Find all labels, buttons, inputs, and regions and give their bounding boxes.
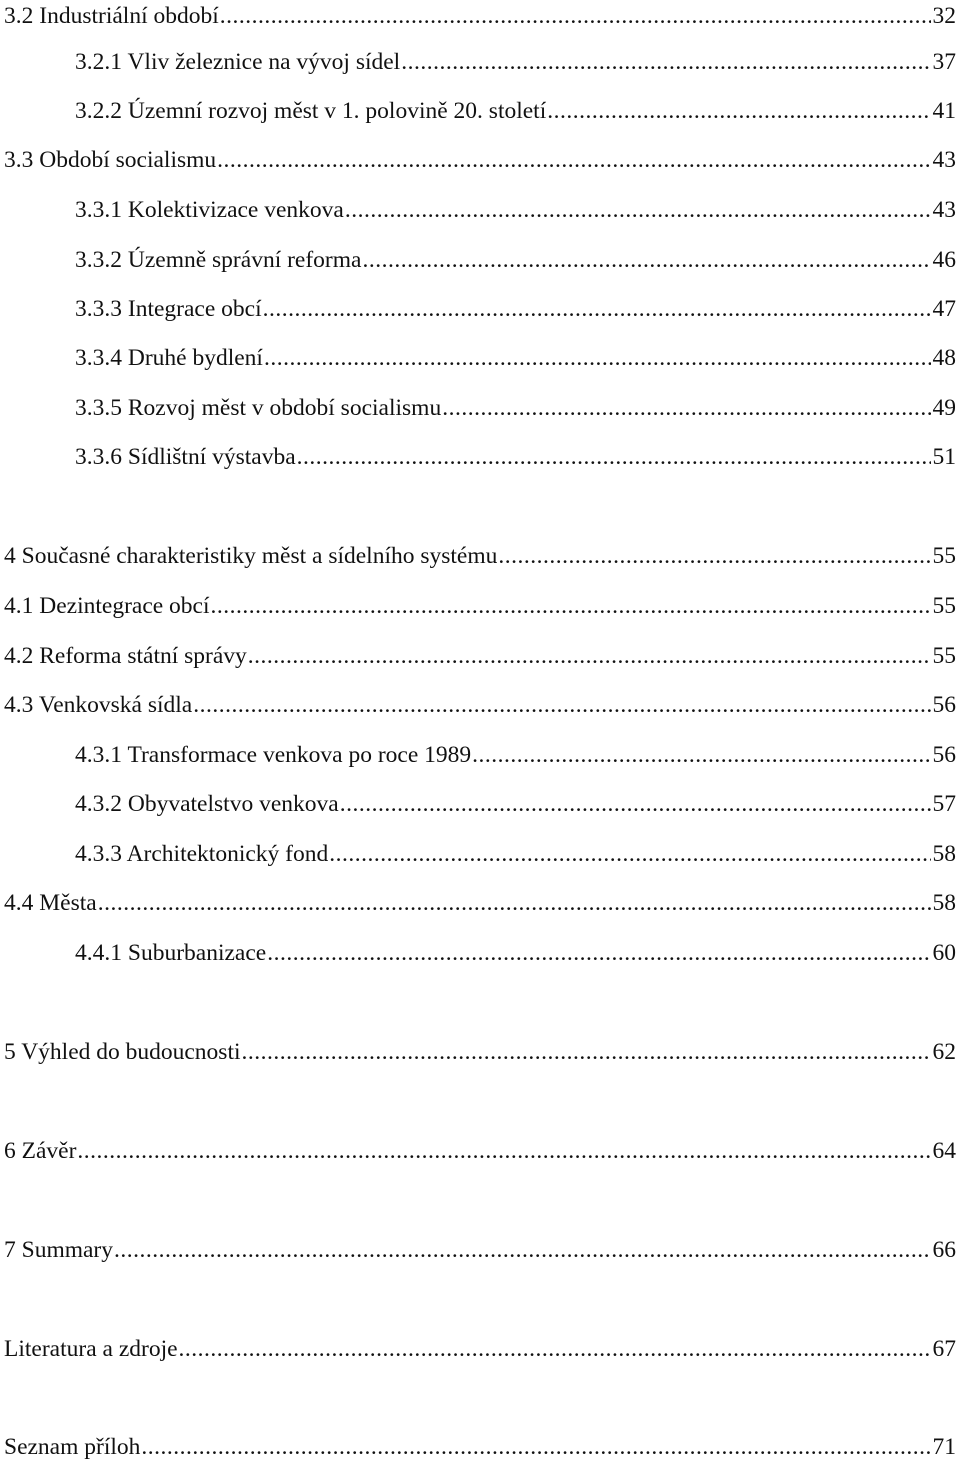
toc-dot-leader (98, 887, 931, 919)
toc-dot-leader (267, 937, 930, 969)
toc-entry[interactable] (0, 441, 956, 473)
toc-entry-label: 4.4.1 Suburbanizace (75, 940, 267, 966)
toc-dot-leader (220, 0, 931, 32)
toc-entry-page: 60 (932, 940, 956, 966)
toc-entry[interactable] (0, 1135, 956, 1167)
toc-entry-label: 7 Summary (4, 1237, 114, 1263)
toc-entry[interactable] (0, 342, 956, 374)
toc-dot-leader (345, 194, 931, 226)
toc-entry-page: 43 (932, 147, 956, 173)
toc-entry-label: Literatura a zdroje (4, 1336, 178, 1362)
toc-entry[interactable] (0, 194, 956, 226)
toc-entry-label: 5 Výhled do budoucnosti (4, 1039, 241, 1065)
toc-dot-leader (472, 739, 930, 771)
toc-entry[interactable] (0, 0, 956, 32)
toc-entry-page: 56 (932, 692, 956, 718)
toc-entry-page: 43 (932, 197, 956, 223)
toc-entry-page: 58 (932, 890, 956, 916)
toc-dot-leader (193, 689, 930, 721)
toc-entry[interactable] (0, 689, 956, 721)
toc-dot-leader (179, 1333, 931, 1365)
toc-dot-leader (297, 441, 931, 473)
toc-entry-label: 4.2 Reforma státní správy (4, 643, 247, 669)
toc-dot-leader (217, 144, 930, 176)
toc-dot-leader (442, 392, 930, 424)
toc-dot-leader (362, 244, 930, 276)
toc-entry-page: 41 (932, 98, 956, 124)
toc-entry[interactable] (0, 937, 956, 969)
toc-entry-page: 37 (932, 49, 956, 75)
toc-entry-page: 62 (932, 1039, 956, 1065)
toc-dot-leader (248, 640, 931, 672)
toc-dot-leader (401, 46, 930, 78)
toc-entry[interactable] (0, 887, 956, 919)
toc-entry[interactable] (0, 590, 956, 622)
toc-entry[interactable] (0, 739, 956, 771)
toc-entry-label: 3.3.4 Druhé bydlení (75, 345, 263, 371)
toc-entry-label: 3.3 Období socialismu (4, 147, 217, 173)
toc-dot-leader (263, 293, 931, 325)
toc-entry-page: 55 (932, 643, 956, 669)
toc-entry-label: 3.2 Industriální období (4, 3, 219, 29)
toc-dot-leader (242, 1036, 931, 1068)
toc-entry[interactable] (0, 392, 956, 424)
toc-entry-page: 49 (932, 395, 956, 421)
toc-entry-page: 55 (932, 593, 956, 619)
toc-dot-leader (77, 1135, 930, 1167)
toc-dot-leader (141, 1431, 930, 1463)
toc-entry-label: 6 Závěr (4, 1138, 77, 1164)
toc-entry[interactable] (0, 1431, 956, 1463)
toc-entry-page: 48 (932, 345, 956, 371)
toc-entry-label: 3.3.1 Kolektivizace venkova (75, 197, 344, 223)
toc-entry-label: 4 Současné charakteristiky měst a sídelního systému (4, 543, 498, 569)
toc-entry-page: 71 (932, 1434, 956, 1460)
toc-dot-leader (264, 342, 931, 374)
toc-entry-label: 3.3.2 Územně správní reforma (75, 247, 362, 273)
toc-dot-leader (329, 838, 930, 870)
toc-entry[interactable] (0, 838, 956, 870)
toc-entry-label: 3.3.3 Integrace obcí (75, 296, 262, 322)
toc-entry[interactable] (0, 293, 956, 325)
toc-entry-label: 4.3 Venkovská sídla (4, 692, 193, 718)
toc-entry-label: 4.4 Města (4, 890, 97, 916)
toc-dot-leader (114, 1234, 930, 1266)
toc-entry-label: 4.3.1 Transformace venkova po roce 1989 (75, 742, 472, 768)
toc-entry-page: 64 (932, 1138, 956, 1164)
toc-dot-leader (340, 788, 931, 820)
toc-entry-page: 46 (932, 247, 956, 273)
toc-entry[interactable] (0, 46, 956, 78)
toc-entry-page: 58 (932, 841, 956, 867)
toc-dot-leader (211, 590, 931, 622)
toc-entry-label: 3.3.5 Rozvoj měst v období socialismu (75, 395, 442, 421)
toc-entry-page: 51 (932, 444, 956, 470)
toc-entry-label: 4.1 Dezintegrace obcí (4, 593, 210, 619)
toc-entry[interactable] (0, 244, 956, 276)
toc-dot-leader (498, 540, 930, 572)
toc-entry[interactable] (0, 95, 956, 127)
toc-entry[interactable] (0, 1333, 956, 1365)
toc-entry-label: 4.3.2 Obyvatelstvo venkova (75, 791, 339, 817)
toc-entry-page: 55 (932, 543, 956, 569)
toc-entry-page: 57 (932, 791, 956, 817)
toc-entry-label: 3.3.6 Sídlištní výstavba (75, 444, 296, 470)
toc-entry-label: 4.3.3 Architektonický fond (75, 841, 329, 867)
toc-entry-page: 66 (932, 1237, 956, 1263)
toc-entry-label: 3.2.1 Vliv železnice na vývoj sídel (75, 49, 401, 75)
toc-entry-page: 32 (932, 3, 956, 29)
toc-entry[interactable] (0, 1036, 956, 1068)
toc-entry-page: 67 (932, 1336, 956, 1362)
toc-entry[interactable] (0, 640, 956, 672)
toc-entry[interactable] (0, 788, 956, 820)
toc-entry[interactable] (0, 1234, 956, 1266)
toc-entry-page: 56 (932, 742, 956, 768)
toc-dot-leader (547, 95, 930, 127)
toc-entry-label: 3.2.2 Územní rozvoj měst v 1. polovině 20. století (75, 98, 547, 124)
toc-entry[interactable] (0, 540, 956, 572)
toc-entry-page: 47 (932, 296, 956, 322)
toc-entry-label: Seznam příloh (4, 1434, 141, 1460)
toc-entry[interactable] (0, 144, 956, 176)
